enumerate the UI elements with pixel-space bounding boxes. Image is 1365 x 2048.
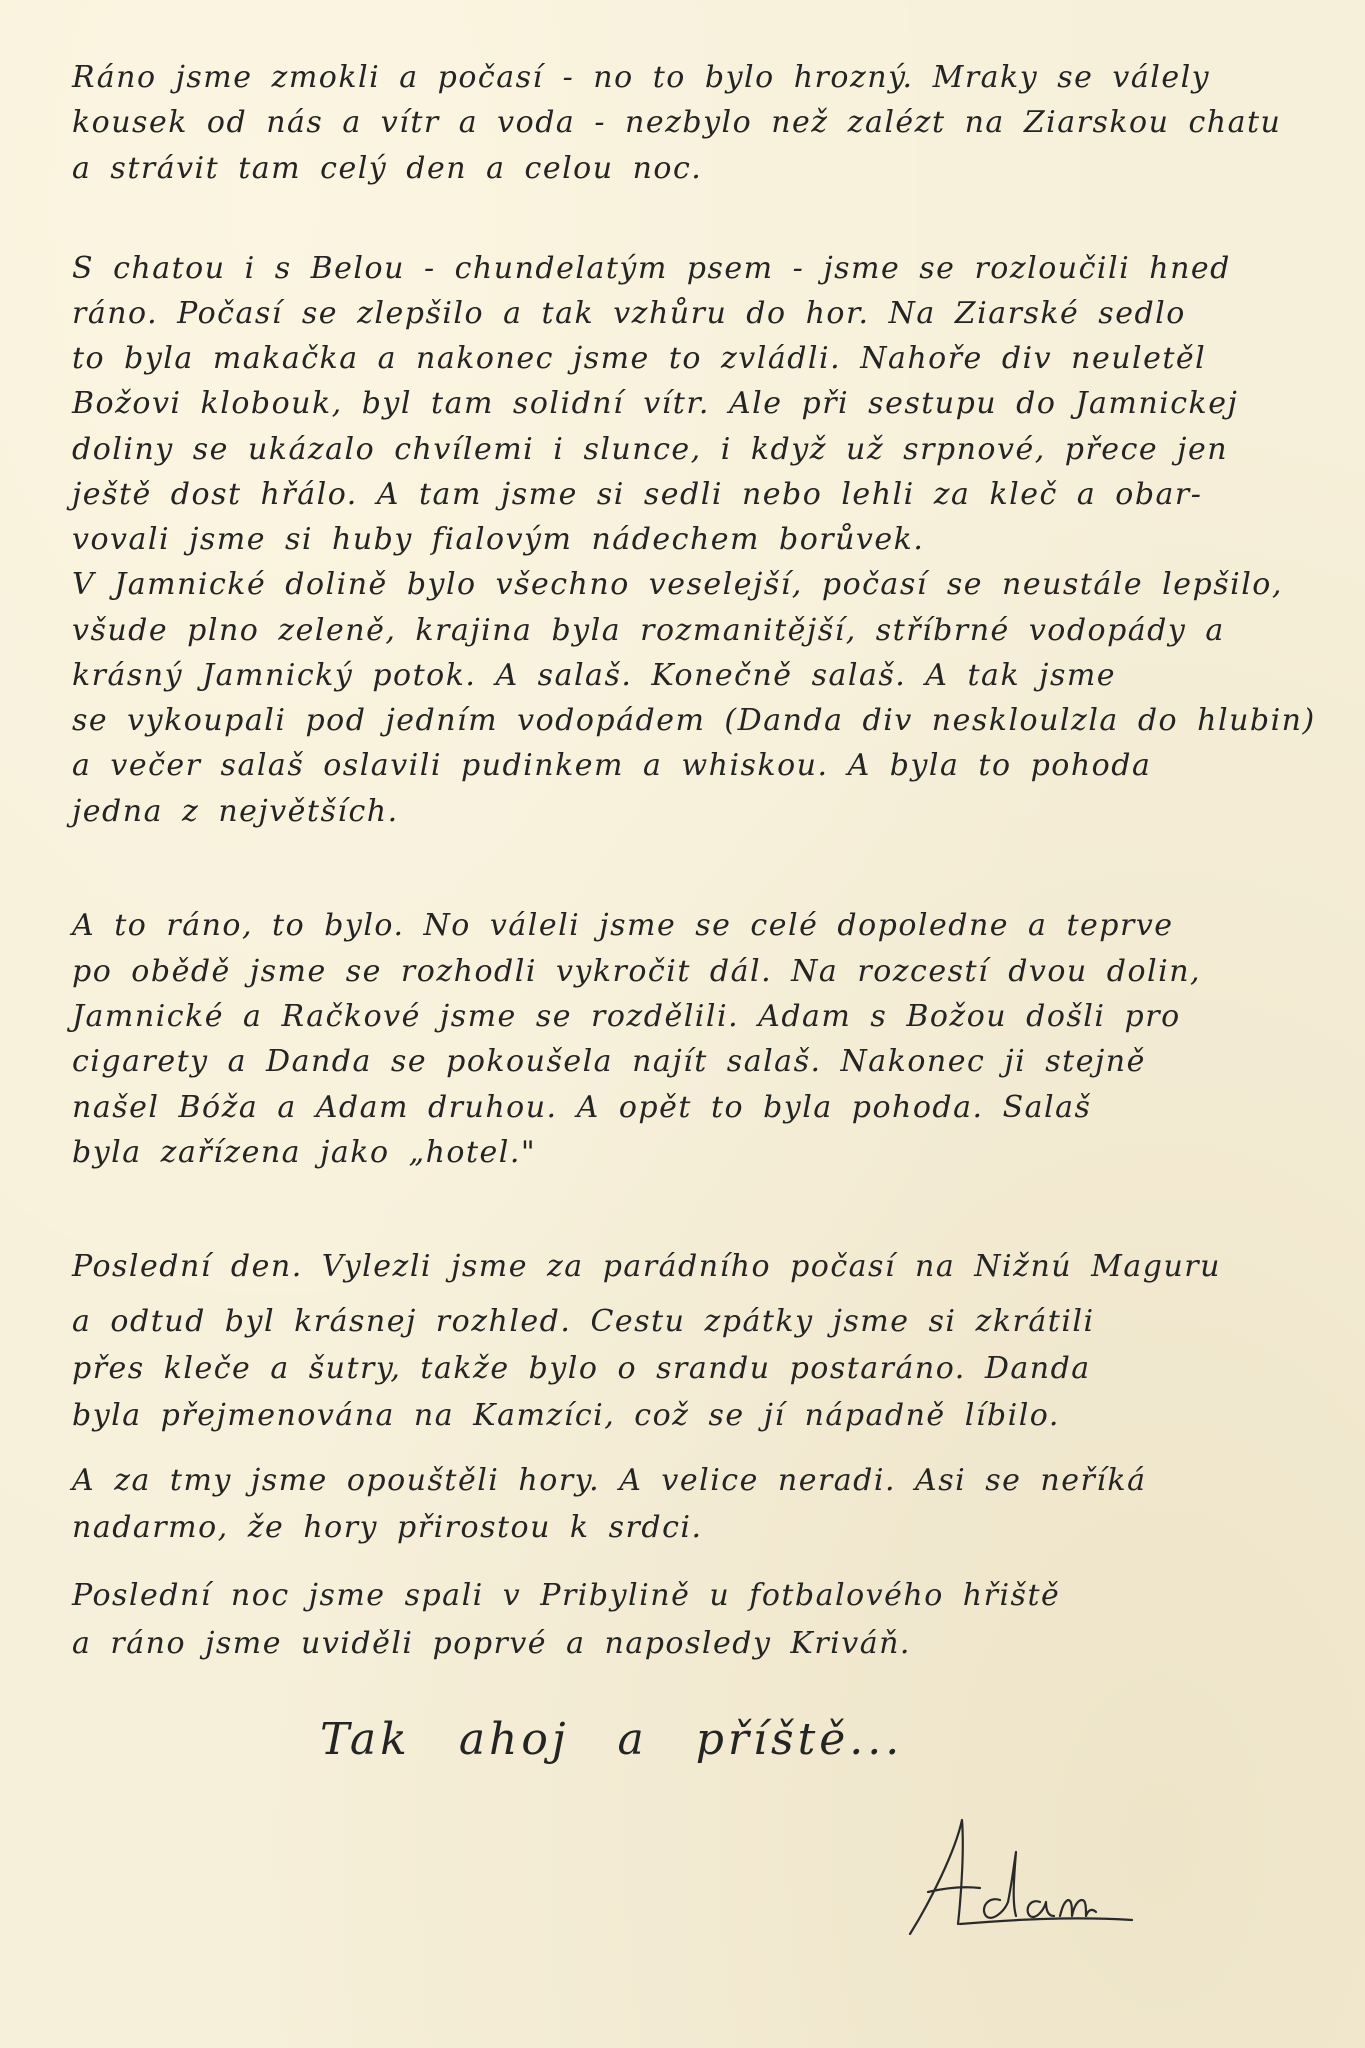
letter-line: jedna z největších. — [72, 794, 399, 829]
letter-line: Poslední noc jsme spali v Pribylině u fotbalového hřiště — [72, 1578, 1061, 1613]
letter-line: Jamnické a Račkové jsme se rozdělili. Adam s Božou došli pro — [72, 999, 1181, 1034]
letter-line: všude plno zeleně, krajina byla rozmanitější, stříbrné vodopády a — [72, 613, 1225, 648]
letter-line: ráno. Počasí se zlepšilo a tak vzhůru do hor. Na Ziarské sedlo — [72, 296, 1186, 331]
letter-line: po obědě jsme se rozhodli vykročit dál. Na rozcestí dvou dolin, — [72, 954, 1202, 989]
letter-line: našel Bóža a Adam druhou. A opět to byla pohoda. Salaš — [72, 1090, 1092, 1125]
letter-line: přes kleče a šutry, takže bylo o srandu postaráno. Danda — [72, 1351, 1091, 1386]
letter-line: a odtud byl krásnej rozhled. Cestu zpátky jsme si zkrátili — [72, 1304, 1095, 1339]
letter-line: Ráno jsme zmokli a počasí - no to bylo hrozný. Mraky se válely — [72, 60, 1211, 95]
letter-line: se vykoupali pod jedním vodopádem (Danda div neskloulzla do hlubin) — [72, 703, 1316, 738]
letter-line: A to ráno, to bylo. No váleli jsme se celé dopoledne a teprve — [72, 908, 1174, 943]
letter-line: doliny se ukázalo chvílemi i slunce, i když už srpnové, přece jen — [72, 432, 1229, 467]
letter-line: A za tmy jsme opouštěli hory. A velice neradi. Asi se neříká — [72, 1463, 1147, 1498]
closing-line: Tak ahoj a příště... — [320, 1714, 904, 1765]
letter-line: ještě dost hřálo. A tam jsme si sedli nebo lehli za kleč a obar- — [72, 477, 1203, 512]
letter-line: S chatou i s Belou - chundelatým psem - jsme se rozloučili hned — [72, 251, 1231, 286]
letter-line: cigarety a Danda se pokoušela najít salaš. Nakonec ji stejně — [72, 1044, 1146, 1079]
letter-line: a strávit tam celý den a celou noc. — [72, 151, 703, 186]
letter-line: Poslední den. Vylezli jsme za parádního počasí na Nižnú Maguru — [72, 1249, 1221, 1284]
letter-line: to byla makačka a nakonec jsme to zvládli. Nahoře div neuletěl — [72, 341, 1207, 376]
letter-line: a ráno jsme uviděli poprvé a naposledy Kriváň. — [72, 1626, 911, 1661]
letter-line: Božovi klobouk, byl tam solidní vítr. Ale při sestupu do Jamnickej — [72, 386, 1239, 421]
letter-line: vovali jsme si huby fialovým nádechem borůvek. — [72, 522, 925, 557]
letter-line: byla přejmenována na Kamzíci, což se jí nápadně líbilo. — [72, 1398, 1060, 1433]
letter-line: kousek od nás a vítr a voda - nezbylo než zalézt na Ziarskou chatu — [72, 105, 1282, 140]
letter-line: nadarmo, že hory přirostou k srdci. — [72, 1510, 703, 1545]
letter-line: V Jamnické dolině bylo všechno veselejší, počasí se neustále lepšilo, — [72, 567, 1283, 602]
letter-line: byla zařízena jako „hotel." — [72, 1135, 537, 1170]
signature — [900, 1812, 1140, 1942]
letter-line: a večer salaš oslavili pudinkem a whiskou. A byla to pohoda — [72, 748, 1152, 783]
letter-line: krásný Jamnický potok. A salaš. Konečně salaš. A tak jsme — [72, 658, 1117, 693]
